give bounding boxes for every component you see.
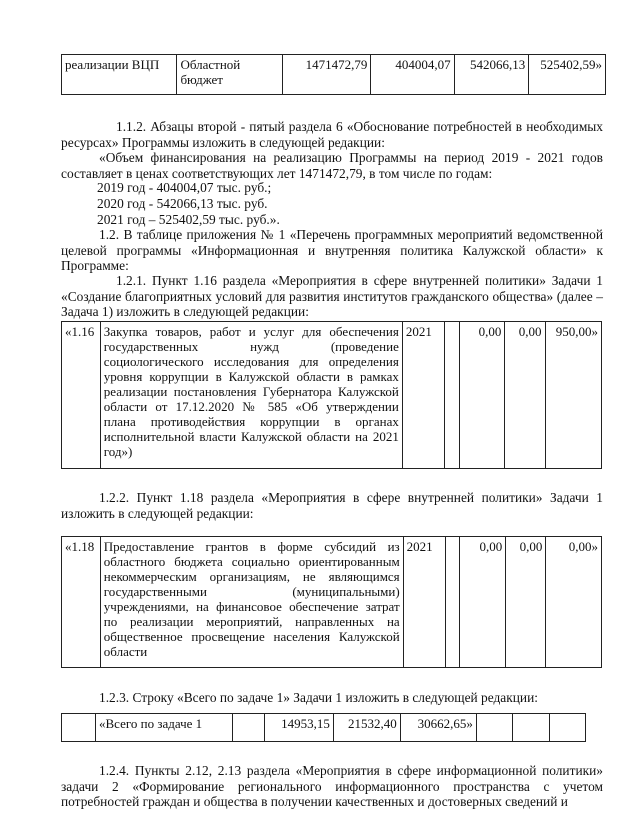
total-value: 14953,15 [264, 714, 333, 742]
table-cell: 525402,59» [529, 55, 606, 95]
empty-cell [445, 322, 459, 469]
table-row [62, 714, 586, 742]
table-cell: 404004,07 [371, 55, 454, 95]
empty-cell [233, 714, 265, 742]
item-description: Предоставление грантов в форме субсидий из областного бюджета социально ориентированным некоммерческим организациям, не являющимся государственными (муниципальными) учреждениями, на финансовое обеспечение затрат по реализации мероприятий, направленных на общественное просвещение населения Калужской области [100, 537, 403, 668]
empty-cell [476, 714, 512, 742]
table-row [62, 537, 602, 668]
year-line: 2020 год - 542066,13 тыс. руб. [97, 196, 268, 211]
item-year: 2021 [403, 537, 445, 668]
paragraph-1-2-1: 1.2.1. Пункт 1.16 раздела «Мероприятия в сфере внутренней политики» Задачи 1 «Создание благоприятных условий для развития институтов гражданского общества» (далее – Задача 1) изложить в следующей редакции: [61, 273, 603, 319]
paragraph-1-2: 1.2. В таблице приложения № 1 «Перечень программных мероприятий ведомственной целевой программы «Информационная и внутренняя политика Калужской области» к Программе: [61, 227, 603, 273]
item-number: «1.18 [62, 537, 101, 668]
item-1-16-table [61, 321, 602, 469]
empty-cell [445, 537, 459, 668]
paragraph-quote: «Объем финансирования на реализацию Программы на период 2019 - 2021 годов составляет в ценах соответствующих лет 1471472,79, в том числе по годам: [61, 150, 603, 181]
item-year: 2021 [402, 322, 444, 469]
table-row [62, 322, 602, 469]
item-value: 950,00» [545, 322, 602, 469]
table-cell: 1471472,79 [283, 55, 371, 95]
paragraph-1-2-4: 1.2.4. Пункты 2.12, 2.13 раздела «Мероприятия в сфере информационной политики» задачи 2 «Формирование регионального информационного пространства с учетом потребностей граждан и общества в получении качественных и достоверных сведений и [61, 763, 603, 809]
item-number: «1.16 [62, 322, 101, 469]
paragraph-1-2-3: 1.2.3. Строку «Всего по задаче 1» Задачи 1 изложить в следующей редакции: [99, 690, 538, 705]
item-1-18-table [61, 536, 602, 668]
year-line: 2021 год – 525402,59 тыс. руб.». [97, 212, 280, 227]
empty-cell [549, 714, 585, 742]
item-description: Закупка товаров, работ и услуг для обеспечения государственных нужд (проведение социологического исследования для определения уровня коррупции в Калужской области в рамках реализации постановления Губернатора Калужской области от 17.12.2020 № 585 «Об утверждении плана противодействия коррупции в органах исполнительной власти Калужской области на 2021 год») [100, 322, 402, 469]
item-value: 0,00 [506, 537, 546, 668]
item-value: 0,00 [460, 537, 506, 668]
total-value: 21532,40 [333, 714, 400, 742]
table-cell: Областной бюджет [177, 55, 283, 95]
total-label: «Всего по задаче 1 [95, 714, 232, 742]
table-row [62, 55, 606, 95]
total-value: 30662,65» [400, 714, 476, 742]
paragraph-1-1-2: 1.1.2. Абзацы второй - пятый раздела 6 «Обоснование потребностей в необходимых ресурсах» Программы изложить в следующей редакции: [61, 119, 603, 150]
item-value: 0,00 [459, 322, 505, 469]
paragraph-1-2-2: 1.2.2. Пункт 1.18 раздела «Мероприятия в сфере внутренней политики» Задачи 1 изложить в следующей редакции: [61, 490, 603, 521]
year-line: 2019 год - 404004,07 тыс. руб.; [97, 180, 272, 195]
item-value: 0,00 [505, 322, 545, 469]
top-budget-table [61, 54, 606, 95]
empty-cell [62, 714, 96, 742]
table-cell: 542066,13 [454, 55, 529, 95]
item-value: 0,00» [546, 537, 602, 668]
total-task-1-table [61, 713, 586, 742]
empty-cell [513, 714, 549, 742]
table-cell: реализации ВЦП [62, 55, 177, 95]
